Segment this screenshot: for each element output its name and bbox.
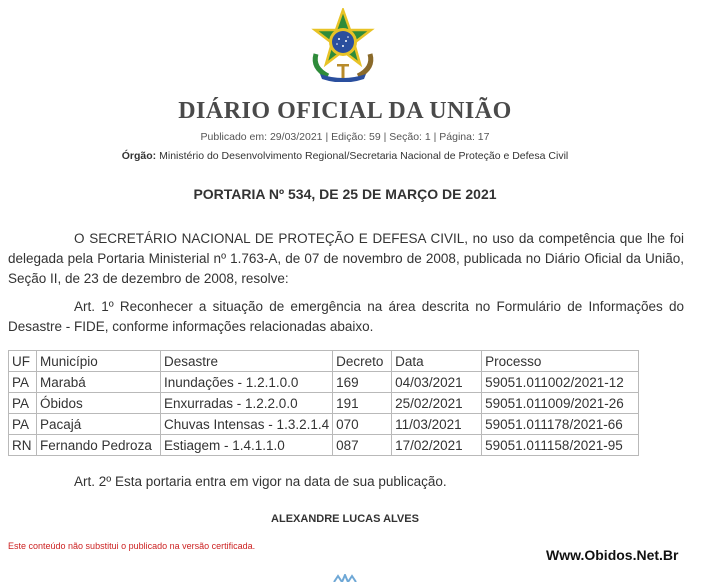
table-row [9,372,639,393]
table-row [9,393,639,414]
paragraph-art2: Art. 2º Esta portaria entra em vigor na data de sua publicação. [74,474,447,489]
publication-meta: Publicado em: 29/03/2021 | Edição: 59 | Seção: 1 | Página: 17 [200,131,490,143]
table-row [9,435,639,456]
header-data: Data [392,351,482,372]
orgao-value: Ministério do Desenvolvimento Regional/Secretaria Nacional de Proteção e Defesa Civil [159,150,569,162]
cell-desastre: Enxurradas - 1.2.2.0.0 [161,393,333,414]
cell-data: 11/03/2021 [392,414,482,435]
cell-uf: PA [9,372,37,393]
cell-data: 04/03/2021 [392,372,482,393]
cell-data: 25/02/2021 [392,393,482,414]
brazil-coat-of-arms-icon [306,8,380,82]
cell-desastre: Estiagem - 1.4.1.1.0 [161,435,333,456]
header-decreto: Decreto [333,351,392,372]
cell-uf: RN [9,435,37,456]
cell-processo: 59051.011009/2021-26 [482,393,639,414]
cell-desastre: Inundações - 1.2.1.0.0 [161,372,333,393]
cell-uf: PA [9,414,37,435]
cell-decreto: 191 [333,393,392,414]
site-watermark: Www.Obidos.Net.Br [546,547,679,563]
cell-desastre: Chuvas Intensas - 1.3.2.1.4 [161,414,333,435]
certification-disclaimer: Este conteúdo não substitui o publicado na versão certificada. [8,541,256,551]
cell-uf: PA [9,393,37,414]
paragraph-art1: Art. 1º Reconhecer a situação de emergência na área descrita no Formulário de Informações do Desastre - FIDE, conforme informações relacionadas abaixo. [8,299,684,334]
paragraph-preamble: O SECRETÁRIO NACIONAL DE PROTEÇÃO E DEFESA CIVIL, no uso da competência que lhe foi delegada pela Portaria Ministerial nº 1.763-A, de 07 de novembro de 2008, publicada no Diário Oficial da União, Seção II, de 23 de dezembro de 2008, resolve: [8,231,684,286]
table-header-row [9,351,639,372]
signer-name: ALEXANDRE LUCAS ALVES [271,513,419,525]
cell-processo: 59051.011158/2021-95 [482,435,639,456]
cell-processo: 59051.011002/2021-12 [482,372,639,393]
orgao-label: Órgão: [121,150,157,162]
cell-municipio: Fernando Pedroza [37,435,161,456]
cell-municipio: Pacajá [37,414,161,435]
orgao-line [0,150,690,162]
disaster-table [8,350,639,456]
cell-municipio: Marabá [37,372,161,393]
cell-processo: 59051.011178/2021-66 [482,414,639,435]
cell-decreto: 087 [333,435,392,456]
cell-data: 17/02/2021 [392,435,482,456]
cell-municipio: Óbidos [37,393,161,414]
table-row [9,414,639,435]
cell-decreto: 169 [333,372,392,393]
header-processo: Processo [482,351,639,372]
partial-emblem-icon [330,574,360,582]
header-uf: UF [9,351,37,372]
portaria-title: PORTARIA Nº 534, DE 25 DE MARÇO DE 2021 [193,186,497,202]
journal-title: DIÁRIO OFICIAL DA UNIÃO [178,98,512,124]
cell-decreto: 070 [333,414,392,435]
header-municipio: Município [37,351,161,372]
header-desastre: Desastre [161,351,333,372]
